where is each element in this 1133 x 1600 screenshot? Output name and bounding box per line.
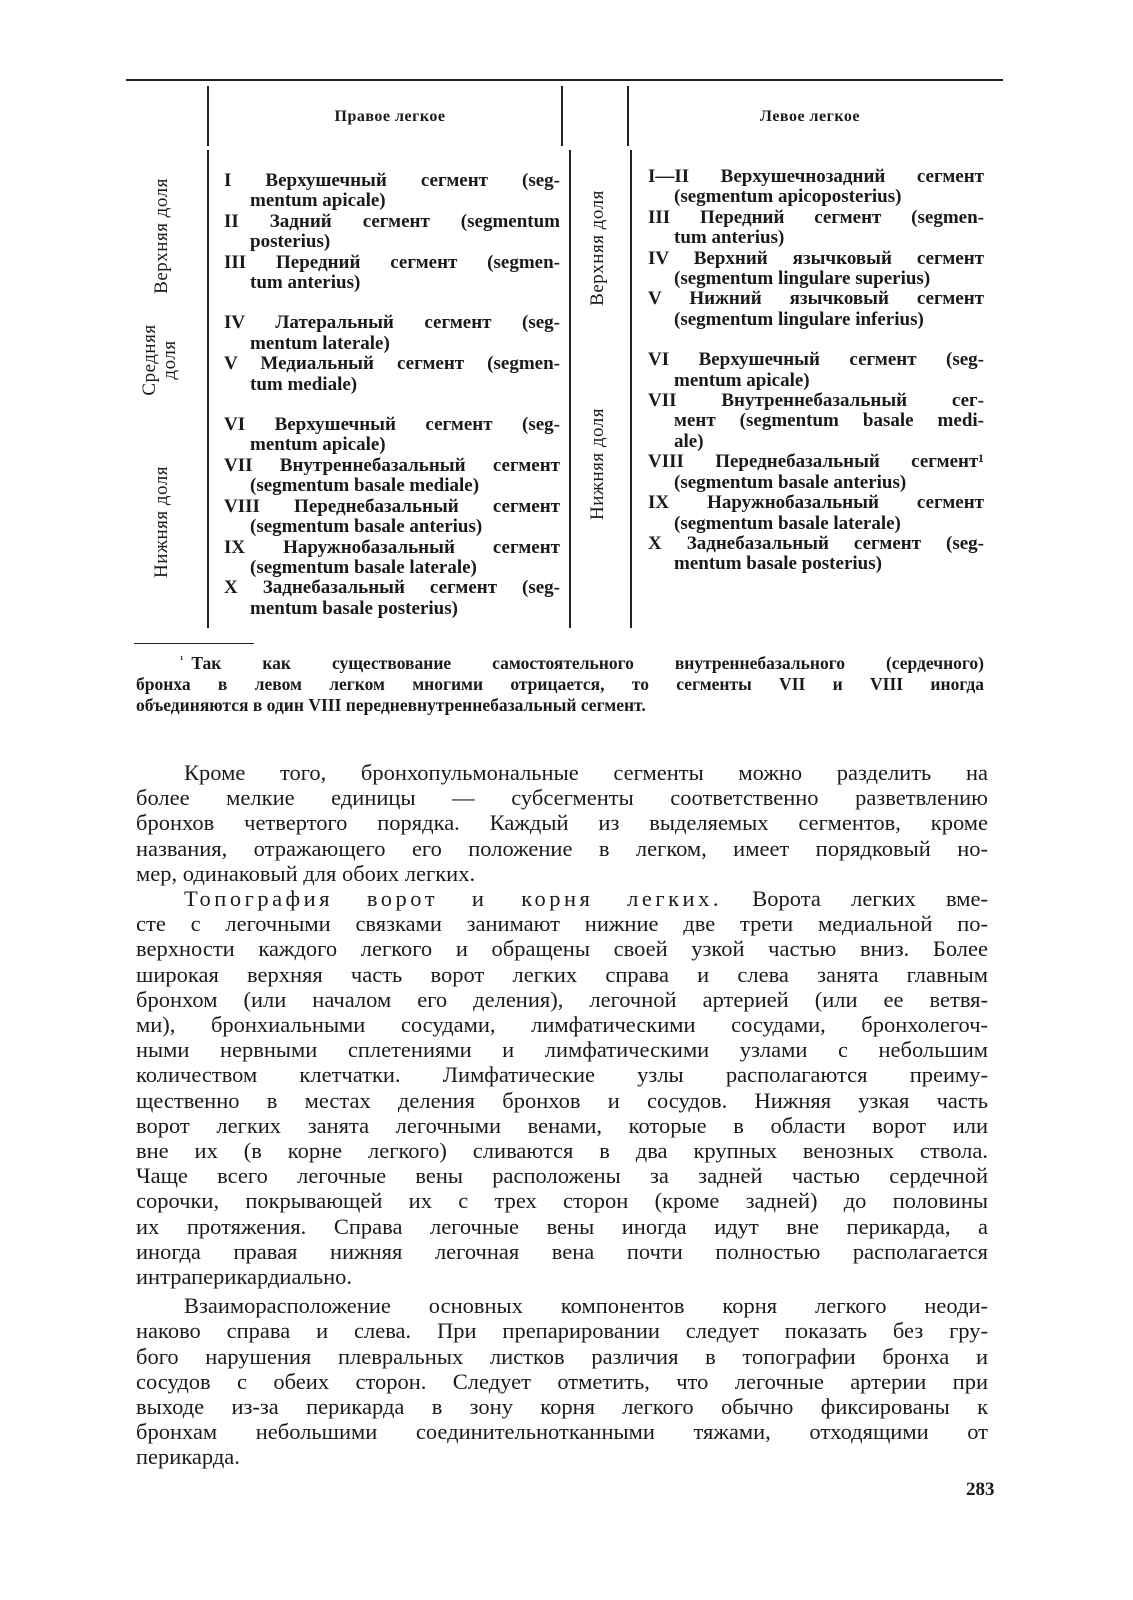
table-divider-2-body xyxy=(569,150,571,628)
table-divider-3 xyxy=(627,86,629,146)
segment-entry: V Медиальный сегмент (segmen- tum mediale) xyxy=(224,353,560,395)
segment-entry: III Передний сегмент (segmen- tum anterius) xyxy=(224,251,560,294)
table-divider-1 xyxy=(207,86,209,146)
table-divider-1-body xyxy=(207,150,209,628)
segment-entry: I Верхушечный сегмент (seg- mentum apicale) xyxy=(224,170,560,212)
header-left-lung: Левое легкое xyxy=(760,108,860,125)
table-divider-3-body xyxy=(630,150,632,628)
footnote xyxy=(136,650,984,716)
footnote-line: $^{^1}$ Так как существование самостоятельного внутреннебазального (сердечного) xyxy=(180,653,984,673)
table-divider-2 xyxy=(561,86,563,146)
segment-entry: II Задний сегмент (segmentum posterius) xyxy=(224,210,560,253)
footnote-marker: ¹ xyxy=(180,654,184,666)
segment-entry: X Заднебазальный сегмент (seg- mentum basale posterius) xyxy=(648,532,984,575)
segment-entry: X Заднебазальный сегмент (seg- mentum basale posterius) xyxy=(224,577,560,619)
table-top-rule xyxy=(126,79,1003,81)
middle-lobe-label-line-1: Средняя xyxy=(139,324,160,396)
segment-entry: VI Верхушечный сегмент (seg- mentum apicale) xyxy=(648,349,984,391)
footnote-rule xyxy=(134,643,254,644)
middle-lobe-label-line-2: доля xyxy=(159,340,180,380)
body-text xyxy=(136,760,988,1470)
paragraph-1: Кроме того, бронхопульмональные сегменты можно разделить на более мелкие единицы — субсегменты соответственно разветвлению бронхов четвертого порядка. Каждый из выделяемых сегментов, кроме названия, отражающего его положение в легком, имеет порядковый но- мер, одинаковый для обоих легких. xyxy=(136,760,988,886)
segment-entry: IX Наружнобазальный сегмент (segmentum basale laterale) xyxy=(224,536,560,578)
paragraph-2: Топография ворот и корня легких. Ворота легких вме- сте с легочными связками занимают нижние две трети медиальной по- верхности каждого легкого и обращены своей узкой частью вниз. Более широкая верхняя часть ворот легких справа и слева занята главным бронхом (или началом его деления), легочной артерией (или ее ветвя- ми), бронхиальными сосудами, лимфатическими сосудами, бронхолегоч- ными нервными сплетениями и лимфатическими узлами с небольшим количеством клетчатки. Лимфатические узлы располагаются преиму- щественно в местах деления бронхов и сосудов. Нижняя узкая часть ворот легких занята легочными венами, которые в области ворот или вне их (в корне легкого) сливаются в два крупных венозных ствола. Чаще всего легочные вены расположены за задней частью сердечной сорочки, покрывающей их с трех сторон (кроме задней) до половины их протяжения. Справа легочные вены иногда идут вне перикарда, а иногда правая нижняя легочная вена почти полностью располагается интраперикардиально. xyxy=(136,886,989,1290)
segment-entry: V Нижний язычковый сегмент (segmentum lingulare inferius) xyxy=(648,288,984,330)
segment-entry: I—II Верхушечнозадний сегмент (segmentum apicoposterius) xyxy=(648,166,984,208)
segment-entry: III Передний сегмент (segmen- tum anterius) xyxy=(648,206,984,249)
header-right-lung: Правое легкое xyxy=(334,108,446,125)
right-lung-segments xyxy=(224,171,560,619)
segment-entry: VIII Переднебазальный сегмент¹ (segmentum basale anterius) xyxy=(648,451,984,493)
left-lung-segments xyxy=(648,167,984,575)
section-heading: Топография ворот и корня легких. xyxy=(184,886,722,912)
footnote-line: бронха в левом легком многими отрицается, то сегменты VII и VIII иногда xyxy=(136,674,984,694)
segment-entry: VI Верхушечный сегмент (seg- mentum apicale) xyxy=(224,414,560,456)
page-number: 283 xyxy=(966,1479,995,1500)
footnote-line: объединяются в один VIII передневнутреннебазальный сегмент. xyxy=(136,695,646,715)
segment-entry: VII Внутреннебазальный сегмент (segmentum basale mediale) xyxy=(224,454,560,497)
segment-entry: IV Латеральный сегмент (seg- mentum laterale) xyxy=(224,312,560,354)
segment-entry: IX Наружнобазальный сегмент (segmentum basale laterale) xyxy=(648,492,984,534)
paragraph-3: Взаиморасположение основных компонентов корня легкого неоди- наково справа и слева. При препарировании следует показать без гру- бого нарушения плевральных листков различия в топографии бронха и сосудов с обеих сторон. Следует отметить, что легочные артерии при выходе из-за перикарда в зону корня легкого обычно фиксированы к бронхам небольшими соединительнотканными тяжами, отходящими от перикарда. xyxy=(136,1293,988,1470)
segment-entry: VII Внутреннебазальный сег- мент (segmentum basale medi- ale) xyxy=(648,390,984,452)
book-page: Правое легкое Левое легкое Верхняя доля Средняя доля Нижняя доля Верхняя доля Нижняя доля I Верхушечный сегмент (seg- mentum apicale) II Задний сегмент (segmentum posterius) III Передний сегмент (segmen- tum anterius) IV Латеральный сегмент (seg- mentum laterale) V Медиальный сегмент (segmen- tum mediale) VI Верхушечный сегмент (seg- mentum apicale) VII Внутреннебазальный сегмент (segmentum basale mediale) VIII Переднебазальный сегмент (segmentum basale anterius) IX Наружнобазальный сегмент (segmentum basale laterale) X Заднебазальный сегмент (seg- mentum basale posterius) I—II Верхушечнозадний сегмент (segmentum apicoposterius) III Передний сегмент (segmen- tum anterius) IV Верхний язычковый сегмент (segmentum lingulare superius) V Нижний язычковый сегмент (segmentum lingulare inferius) VI Верхушечный сегмент (seg- mentum apicale) VII Внутреннебазальный сег- мент (segmentum basale medi- ale) VIII Переднебазальный сегмент¹ (segmentum basale anterius) IX Наружнобазальный сегмент (segmentum basale laterale) X Заднебазальный сегмент (seg- mentum basale posterius) $^{^1}$ Так как существование самостоятельного внутреннебазального (сердечного) бронха в левом легком многими отрицается, то сегменты VII и VIII иногда объединяются в один VIII передневнутреннебазальный сегмент. Кроме того, бронхопульмональные сегменты можно разделить на более мелкие единицы — субсегменты соответственно разветвлению бронхов четвертого порядка. Каждый из выделяемых сегментов, кроме названия, отражающего его положение в легком, имеет порядковый но- мер, одинаковый для обоих легких. Топография ворот и корня легких. Ворота легких вме- сте с легочными связками занимают нижние две трети медиальной по- верхности каждого легкого и обращены своей узкой частью вниз. Более широкая верхняя часть ворот легких справа и слева занята главным бронхом (или началом его деления), легочной артерией (или ее ветвя- ми), бронхиальными сосудами, лимфатическими сосудами, бронхолегоч- ными нервными сплетениями и лимфатическими узлами с небольшим количеством клетчатки. Лимфатические узлы располагаются преиму- щественно в местах деления бронхов и сосудов. Нижняя узкая часть ворот легких занята легочными венами, которые в области ворот или вне их (в корне легкого) сливаются в два крупных венозных ствола. Чаще всего легочные вены расположены за задней частью сердечной сорочки, покрывающей их с трех сторон (кроме задней) до половины их протяжения. Справа легочные вены иногда идут вне перикарда, а иногда правая нижняя легочная вена почти полностью располагается интраперикардиально. Взаиморасположение основных компонентов корня легкого неоди- наково справа и слева. При препарировании следует показать без гру- бого нарушения плевральных листков различия в топографии бронха и сосудов с обеих сторон. Следует отметить, что легочные артерии при выходе из-за перикарда в зону корня легкого обычно фиксированы к бронхам небольшими соединительнотканными тяжами, отходящими от перикарда. 283 xyxy=(0,0,1133,1600)
segment-entry: VIII Переднебазальный сегмент (segmentum basale anterius) xyxy=(224,495,560,538)
segment-entry: IV Верхний язычковый сегмент (segmentum lingulare superius) xyxy=(648,247,984,290)
